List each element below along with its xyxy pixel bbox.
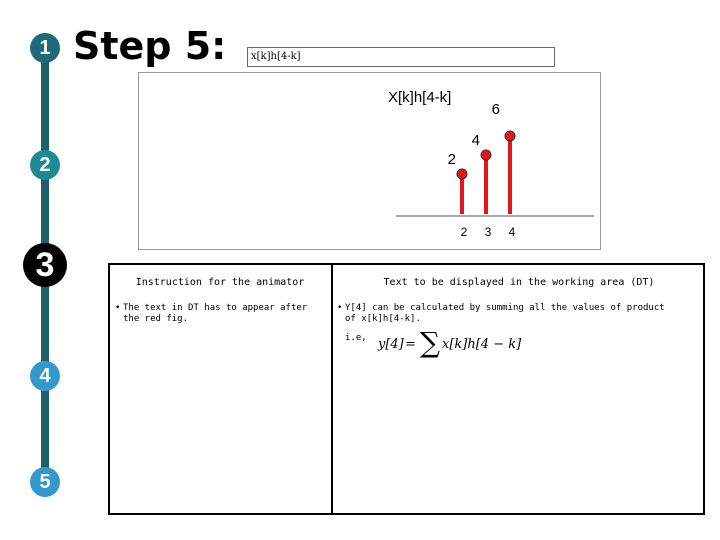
instruction-heading: Instruction for the animator (135, 277, 305, 288)
stem-marker (481, 150, 491, 160)
panel-divider (331, 263, 333, 515)
expression-box: x[k]h[4-k] (247, 47, 555, 67)
display-heading: Text to be displayed in the working area (DT) (383, 277, 655, 288)
formula-equals: = (405, 337, 416, 352)
summation-symbol: ∑ (420, 326, 440, 359)
stem-marker (505, 131, 515, 141)
step-1-circle[interactable]: 1 (30, 33, 60, 63)
stem-value-label: 4 (471, 132, 480, 149)
step-4-circle[interactable]: 4 (30, 361, 60, 391)
step-3-circle[interactable]: 3 (23, 243, 67, 287)
step-2-circle[interactable]: 2 (30, 150, 60, 180)
instruction-bullet-text: The text in DT has to appear after the red fig. (123, 303, 308, 324)
formula-rhs: x[k]h[4 − k] (442, 337, 522, 352)
instruction-bullet (115, 303, 325, 325)
x-tick-label: 3 (484, 225, 492, 239)
x-tick-label: 4 (508, 225, 516, 239)
display-bullet-text: Y[4] can be calculated by summing all the values of product of x[k]h[4-k]. (345, 303, 665, 324)
x-tick-label: 2 (460, 225, 468, 239)
chart-title: X[k]h[4-k] (388, 89, 452, 106)
ie-label: i.e, (345, 333, 367, 343)
step-5-circle[interactable]: 5 (30, 467, 60, 497)
stem-chart (138, 72, 601, 250)
stem-value-label: 2 (447, 151, 456, 168)
sum-formula (378, 326, 528, 360)
content-panel (108, 263, 705, 515)
formula-lhs: y[4] (378, 337, 404, 352)
stem-value-label: 6 (491, 101, 500, 118)
stem-marker (457, 169, 467, 179)
bullet-dot: • (337, 303, 343, 313)
step-title: Step 5: (73, 24, 227, 68)
bullet-dot: • (115, 303, 121, 313)
display-bullet (337, 303, 667, 325)
figure-panel (138, 72, 601, 250)
